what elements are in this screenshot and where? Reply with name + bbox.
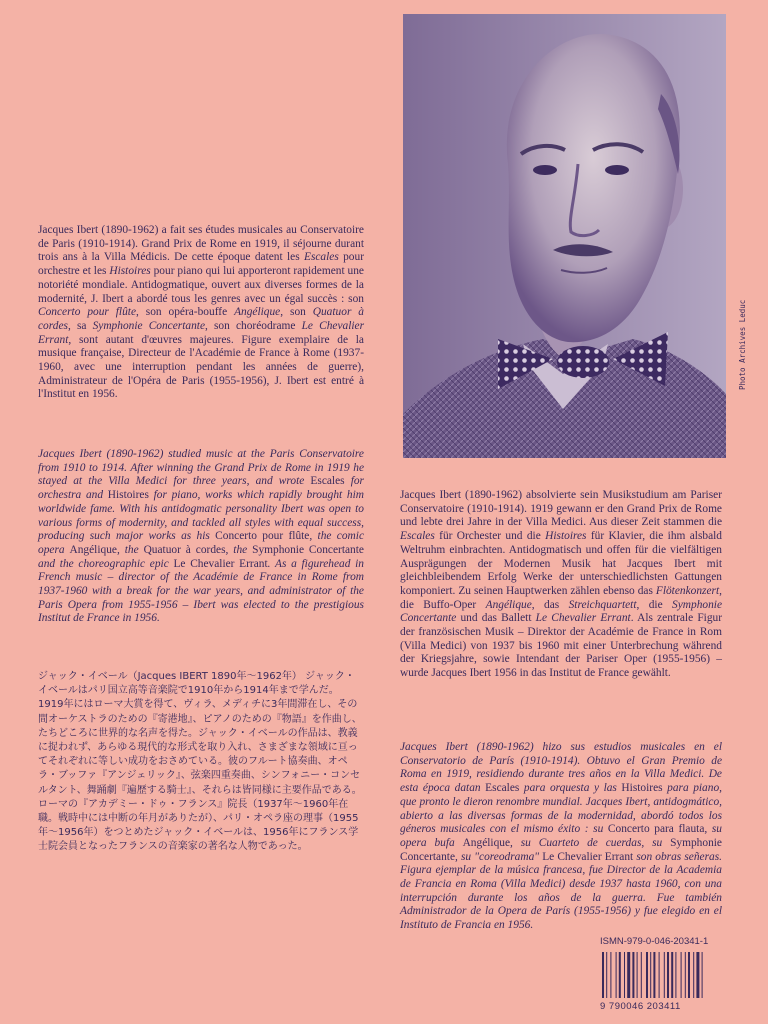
japanese-bio: ジャック・イベール（Jacques IBERT 1890年〜1962年） ジャック・イベールはパリ国立高等音楽院で1910年から1914年まで学んだ。1919年にはローマ大賞を得て、ヴィラ、メディチに3年間滞在し、その間オーケストラのための『寄港地』、ピアノのための『物語』を作曲し、たちどころに世界的な名声を得た。ジャック・イベールの作品は、教義に捉われず、あらゆる現代的な形式を取り入れ、さまざまな領域に亘ってそれぞれに等しい成功をおさめている。彼のフルート協奏曲、オペラ・ブッファ『アンジェリック』、弦楽四重奏曲、シンフォニー・コンセルタント、舞踊劇『遍歴する騎士』、それらは皆同様に主要作品である。ローマの『アカデミー・ドゥ・フランス』院長（1937年〜1960年在職。戦時中には中断の年月がありたが）、パリ・オペラ座の理事（1955年〜1956年）をつとめたジャック・イベールは、1956年にフランス学士院会員となったフランスの音楽家の著名な人物であった。 — [38, 671, 362, 853]
barcode-bars — [600, 950, 724, 1000]
photo-credit: Photo Archives Leduc — [738, 299, 747, 390]
portrait-image — [403, 14, 726, 458]
composer-photo — [403, 14, 726, 458]
spanish-bio: Jacques Ibert (1890-1962) hizo sus estudios musicales en el Conservatorio de París (1910-1914). Obtuvo el Gran Premio de Roma en 1919, residiendo durante tres años en la Villa Medici. De esta época datan Escales para orquesta y las Histoires para piano, que pronto le dieron renombre mundial. Jacques Ibert, antidogmático, abierto a las diversas formas de la modernidad, abordó todos los géneros musicales con el mismo éxito : su Concerto para flauta, su opera bufa Angélique, su Cuarteto de cuerdas, su Symphonie Concertante, su "coreodrama" Le Chevalier Errant son obras señeras. Figura ejemplar de la música francesa, fue Director de la Academia de Francia en Roma (Villa Medici) desde 1937 hasta 1960, con una interrupción durante los años de la guerra. Fue también Administrador de la Opera de París (1955-1956) y fue elegido en el Instituto de Francia en 1956. — [400, 741, 722, 932]
english-bio: Jacques Ibert (1890-1962) studied music at the Paris Conservatoire from 1910 to 1914. After winning the Grand Prix de Rome in 1919 he stayed at the Villa Medici for three years, and wrote Escales for orchestra and Histoires for piano, works which rapidly brought him worldwide fame. With his antidogmatic personality Ibert was open to various forms of modernity, and tackled all styles with equal success, producing such major works as his Concerto pour flûte, the comic opera Angélique, the Quatuor à cordes, the Symphonie Concertante and the choreographic epic Le Chevalier Errant. As a figurehead in French music – director of the Académie de France in Rome from 1937-1960 with a break for the war years, and administrator of the Paris Opera from 1955-1956 – Ibert was elected to the prestigious Institut de France in 1956. — [38, 448, 364, 625]
french-bio: Jacques Ibert (1890-1962) a fait ses études musicales au Conservatoire de Paris (1910-1914). Grand Prix de Rome en 1919, il séjourne durant trois ans à la Villa Médicis. De cette époque datent les Escales pour orchestre et les Histoires pour piano qui lui apporteront rapidement une notoriété mondiale. Antidogmatique, ouvert aux diverses formes de la modernité, J. Ibert a abordé tous les genres avec un égal succès : son Concerto pour flûte, son opéra-bouffe Angélique, son Quatuor à cordes, sa Symphonie Concertante, son choréodrame Le Chevalier Errant, sont autant d'œuvres majeures. Figure exemplaire de la musique française, Directeur de l'Académie de France à Rome (1937-1960, avec une interruption pendant les années de guerre), Administrateur de l'Opéra de Paris (1955-1956), J. Ibert est entré à l'Institut en 1956. — [38, 224, 365, 401]
barcode-number: 9 790046 203411 — [600, 1001, 681, 1012]
ismn-label: ISMN-979-0-046-20341-1 — [600, 936, 709, 947]
german-bio: Jacques Ibert (1890-1962) absolvierte sein Musikstudium am Pariser Conservatoire (1910-1914). 1919 gewann er den Grand Prix de Rome und lebte drei Jahre in der Villa Medici. Aus dieser Zeit stammen die Escales für Orchester und die Histoires für Klavier, die ihm alsbald Weltruhm einbrachten. Antidogmatisch und offen für die vielfältigen Ausprägungen der Modernen Musik hat Jacques Ibert mit gleichbleibendem Erfolg Werke der unterschiedlichsten Gattungen komponiert. Zu seinen Hauptwerken zählen ebenso das Flötenkonzert, die Buffo-Oper Angélique, das Streichquartett, die Symphonie Concertante und das Ballett Le Chevalier Errant. Als zentrale Figur der französischen Musik – Direktor der Académie de France in Rom (Villa Medici) von 1937 bis 1960 mit einer Unterbrechung während der Kriegsjahre, sowie Intendant der Pariser Oper (1955-1956) – wurde Jacques Ibert 1956 in das Institut de France gewählt. — [400, 489, 723, 680]
